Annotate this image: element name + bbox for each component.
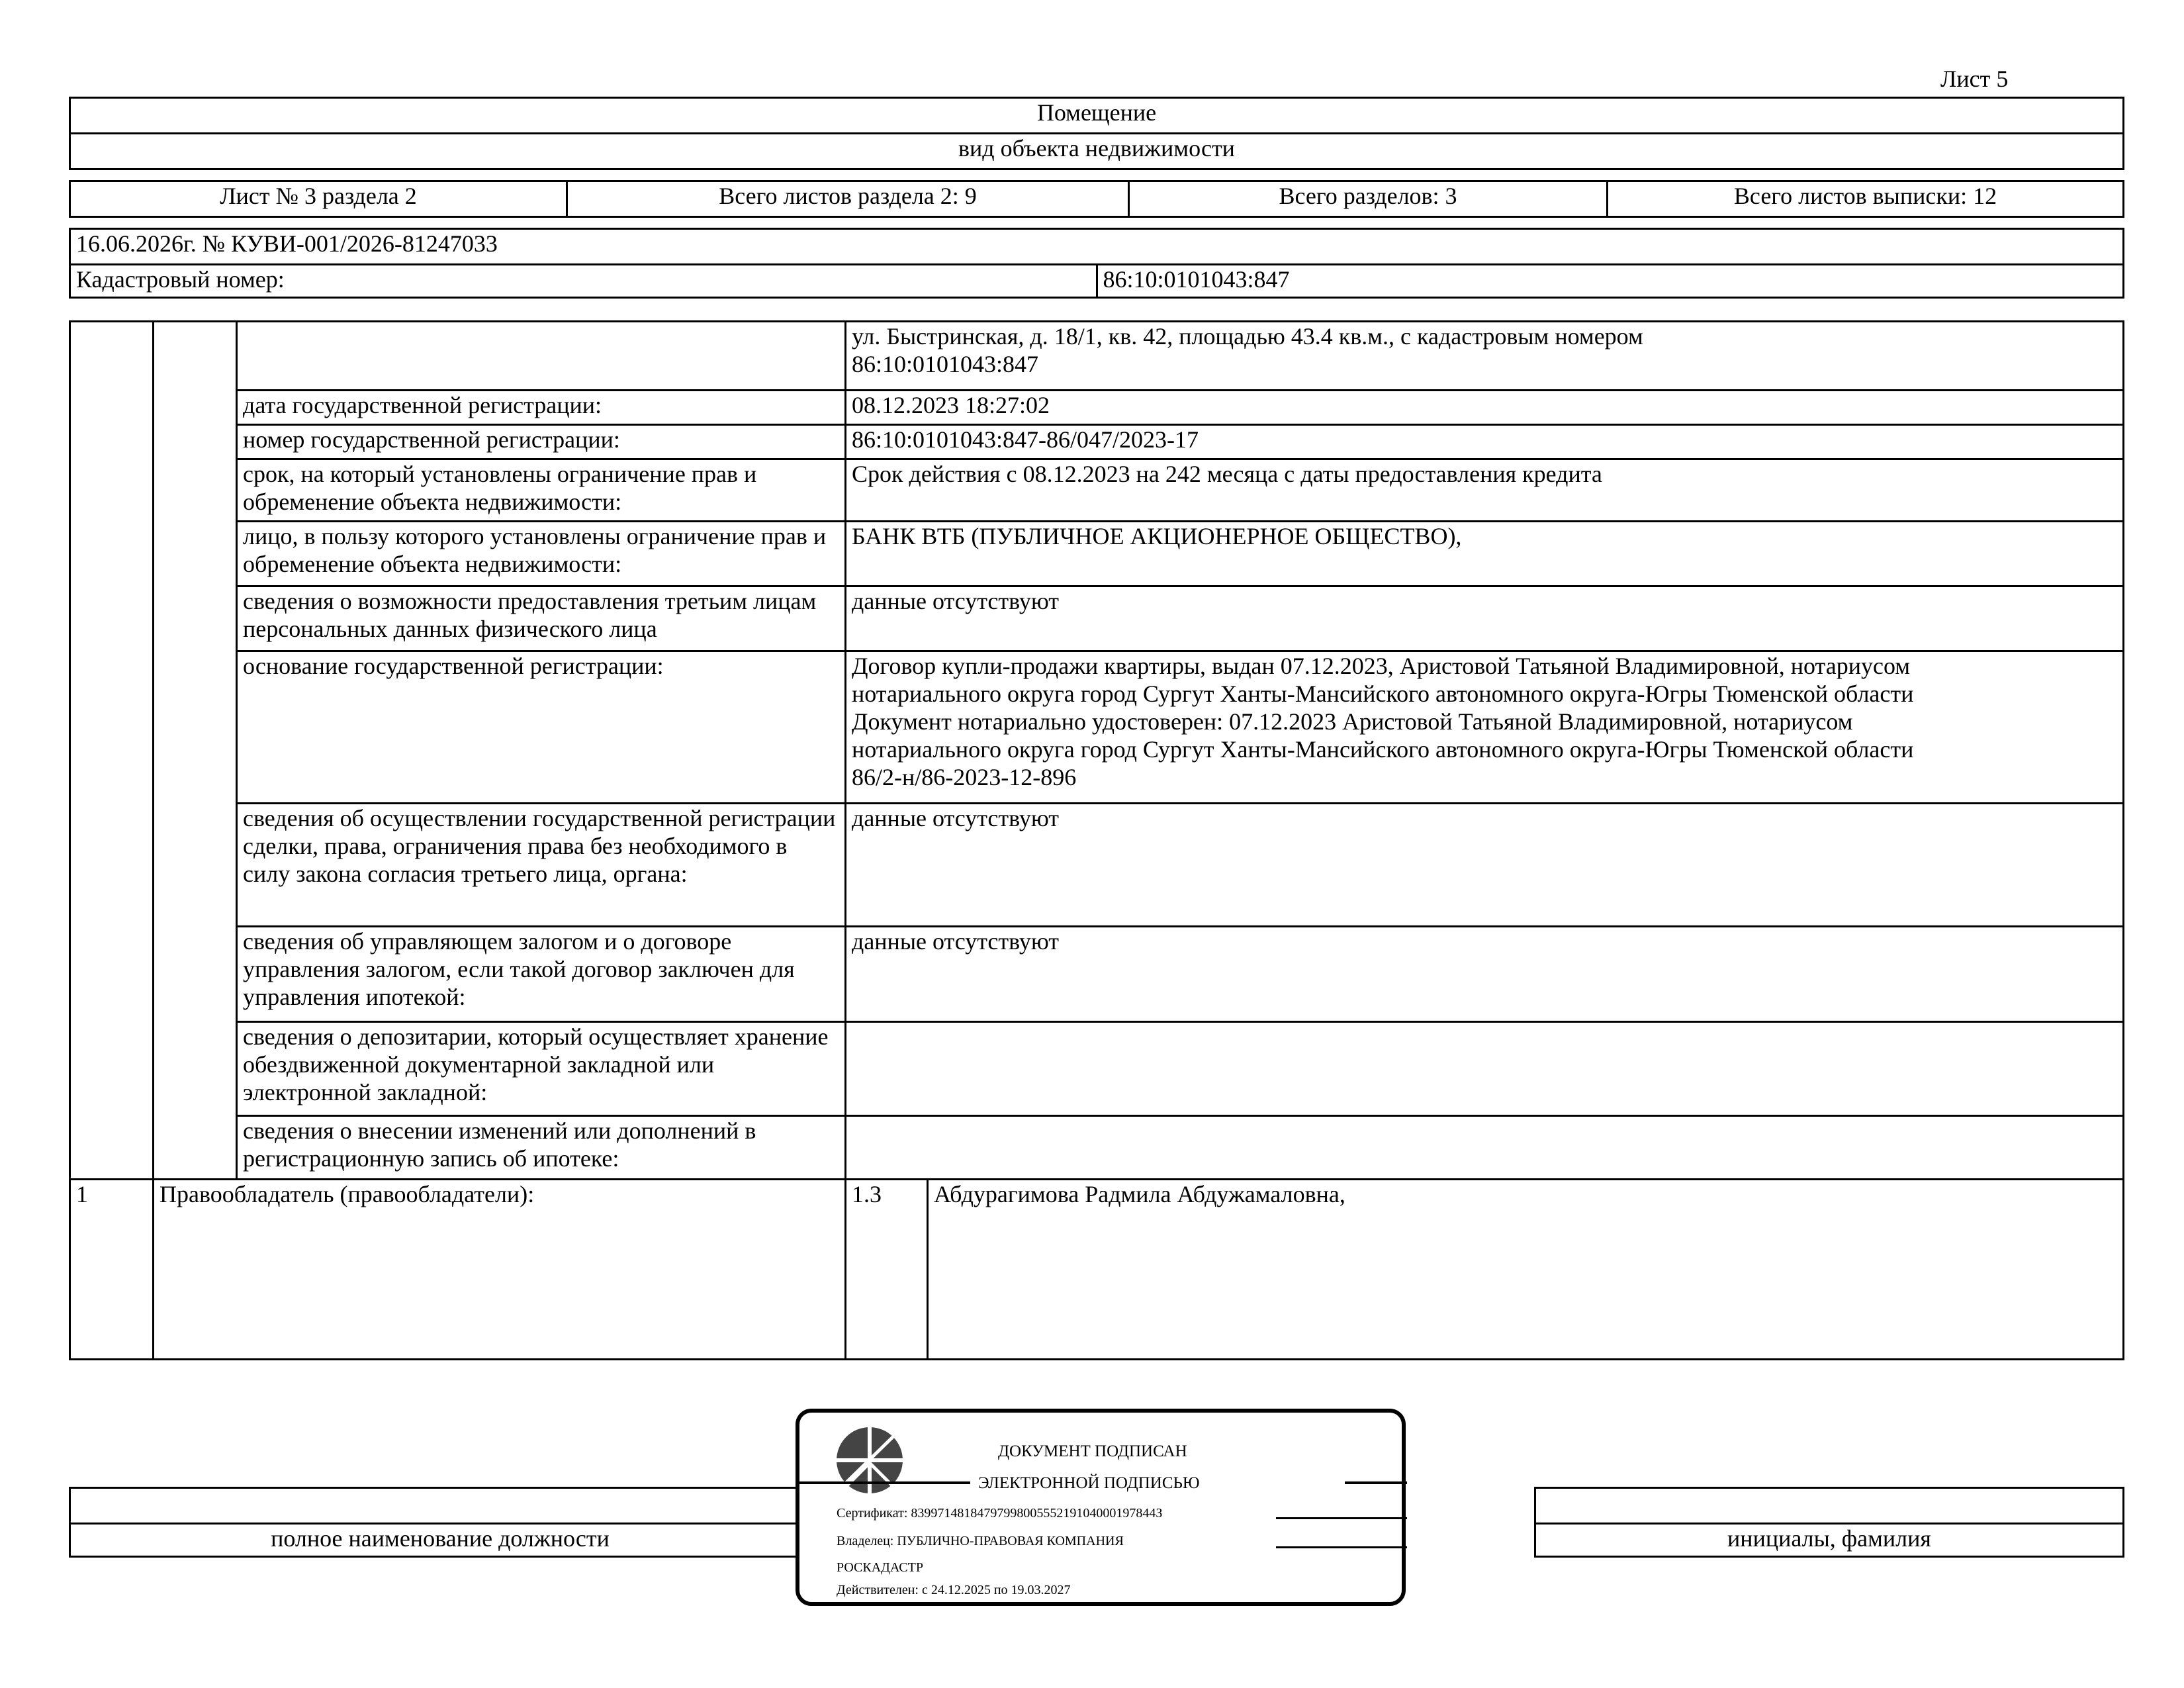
- row-value: [846, 586, 2124, 651]
- encumbrance-row: [70, 1116, 2124, 1180]
- row-value-line: Срок действия с 08.12.2023 на 242 месяца с даты предоставления кредита: [852, 461, 1602, 487]
- total-section-sheets: Всего листов раздела 2: 9: [567, 181, 1129, 217]
- stamp-line-1: ДОКУМЕНТ ПОДПИСАН: [998, 1442, 1187, 1460]
- row-value-line: ул. Быстринская, д. 18/1, кв. 42, площадью 43.4 кв.м., с кадастровым номером: [852, 323, 1643, 350]
- page-number-label: Лист 5: [1940, 66, 2009, 92]
- encumbrance-row: [70, 651, 2124, 804]
- position-field: [70, 1488, 811, 1524]
- row-value: [846, 1022, 2124, 1116]
- row-label: номер государственной регистрации:: [237, 425, 846, 459]
- row-label: срок, на который установлены ограничение прав и обременение объекта недвижимости:: [237, 459, 846, 522]
- stamp-certificate: Сертификат: 8399714818479799800555219104000197844З: [837, 1506, 1163, 1521]
- sheet-info-row: [69, 180, 2124, 218]
- row-label: [237, 322, 846, 391]
- document-reference: 16.06.2026г. № КУВИ-001/2026-81247033: [70, 229, 2124, 265]
- row-value: [846, 927, 2124, 1022]
- row-value-line: 86:10:0101043:847: [852, 351, 1039, 377]
- row-value-line: данные отсутствуют: [852, 805, 1059, 831]
- encumbrance-row: [70, 927, 2124, 1022]
- row-label: дата государственной регистрации:: [237, 391, 846, 425]
- total-extract-sheets: Всего листов выписки: 12: [1608, 181, 2124, 217]
- row-value-line: 86/2-н/86-2023-12-896: [852, 764, 1077, 790]
- cadastral-label: Кадастровый номер:: [70, 265, 1097, 298]
- encumbrance-row: [70, 586, 2124, 651]
- row-label: сведения об осуществлении государственной регистрации сделки, права, ограничения права без необходимого в силу закона согласия третьего лица, органа:: [237, 804, 846, 927]
- row-value-line: Документ нотариально удостоверен: 07.12.2023 Аристовой Татьяной Владимировной, нотариусом: [852, 708, 1853, 735]
- row-value: [846, 651, 2124, 804]
- row-label: сведения об управляющем залогом и о договоре управления залогом, если такой договор заключен для управления ипотекой:: [237, 927, 846, 1022]
- object-caption: вид объекта недвижимости: [70, 134, 2124, 169]
- encumbrance-table: [69, 320, 2124, 1360]
- row-value: [846, 1116, 2124, 1180]
- sheet-of-section: Лист № 3 раздела 2: [70, 181, 567, 217]
- stamp-valid: Действителен: с 24.12.2025 по 19.03.2027: [837, 1583, 1071, 1597]
- position-caption: полное наименование должности: [70, 1524, 811, 1557]
- row-value: [846, 322, 2124, 391]
- row-value-line: БАНК ВТБ (ПУБЛИЧНОЕ АКЦИОНЕРНОЕ ОБЩЕСТВО),: [852, 523, 1462, 549]
- encumbrance-row: [70, 522, 2124, 586]
- owner-sub-number: 1.3: [846, 1180, 928, 1360]
- encumbrance-row: [70, 804, 2124, 927]
- encumbrance-row: [70, 425, 2124, 459]
- row-value-line: Договор купли-продажи квартиры, выдан 07.12.2023, Аристовой Татьяной Владимировной, нотариусом: [852, 653, 1911, 679]
- row-label: сведения о внесении изменений или дополнений в регистрационную запись об ипотеке:: [237, 1116, 846, 1180]
- encumbrance-row: [70, 322, 2124, 391]
- row-value: [846, 522, 2124, 586]
- object-type-header: [69, 97, 2124, 170]
- owner-row: [70, 1180, 2124, 1360]
- rosreestr-logo-icon: [835, 1426, 904, 1495]
- owner-label: Правообладатель (правообладатели):: [154, 1180, 846, 1360]
- name-caption: инициалы, фамилия: [1535, 1524, 2124, 1557]
- stamp-owner-2: РОСКАДАСТР: [837, 1560, 923, 1575]
- owner-name: Абдурагимова Радмила Абдужамаловна,: [928, 1180, 2124, 1360]
- encumbrance-row: [70, 1022, 2124, 1116]
- row-label: сведения о депозитарии, который осуществляет хранение обездвиженной документарной закладной или электронной закладной:: [237, 1022, 846, 1116]
- row-value: [846, 391, 2124, 425]
- row-value: [846, 459, 2124, 522]
- row-value-line: нотариального округа город Сургут Ханты-Мансийского автономного округа-Югры Тюменской области: [852, 680, 1914, 707]
- row-value-line: 86:10:0101043:847-86/047/2023-17: [852, 426, 1199, 453]
- stamp-owner: Владелец: ПУБЛИЧНО-ПРАВОВАЯ КОМПАНИЯ: [837, 1534, 1124, 1548]
- row-label: сведения о возможности предоставления третьим лицам персональных данных физического лица: [237, 586, 846, 651]
- row-label: основание государственной регистрации:: [237, 651, 846, 804]
- encumbrance-row: [70, 459, 2124, 522]
- encumbrance-row: [70, 391, 2124, 425]
- total-sections: Всего разделов: 3: [1129, 181, 1608, 217]
- row-label: лицо, в пользу которого установлены ограничение прав и обременение объекта недвижимости:: [237, 522, 846, 586]
- row-value: [846, 804, 2124, 927]
- owner-row-number: 1: [70, 1180, 154, 1360]
- row-value-line: нотариального округа город Сургут Ханты-Мансийского автономного округа-Югры Тюменской области: [852, 736, 1914, 763]
- stamp-line-2: ЭЛЕКТРОННОЙ ПОДПИСЬЮ: [978, 1474, 1200, 1492]
- electronic-signature-stamp: [796, 1409, 1406, 1606]
- cadastral-number: 86:10:0101043:847: [1097, 265, 2124, 298]
- row-value-line: данные отсутствуют: [852, 928, 1059, 955]
- document-reference-block: [69, 228, 2124, 299]
- name-field: [1535, 1488, 2124, 1524]
- row-value-line: 08.12.2023 18:27:02: [852, 392, 1050, 418]
- object-name: Помещение: [70, 98, 2124, 134]
- row-value-line: данные отсутствуют: [852, 588, 1059, 614]
- row-value: [846, 425, 2124, 459]
